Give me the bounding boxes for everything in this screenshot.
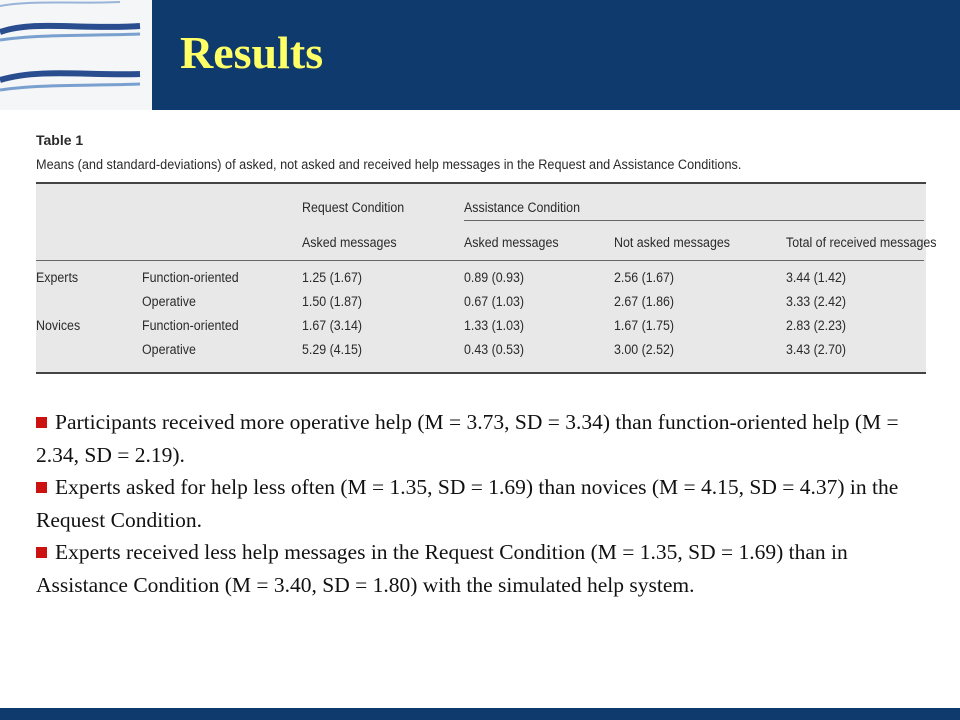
row-type-label: Function-oriented	[142, 270, 239, 285]
column-header: Total of received messages	[786, 235, 937, 250]
footer-bar	[0, 708, 960, 720]
table-cell: 5.29 (4.15)	[302, 342, 363, 357]
row-group-label: Experts	[36, 270, 79, 285]
table-cell: 0.43 (0.53)	[464, 342, 525, 357]
table-cell: 1.25 (1.67)	[302, 270, 363, 285]
group-header-rule	[464, 220, 924, 221]
group-header-request: Request Condition	[302, 200, 405, 215]
table-cell: 2.83 (2.23)	[786, 318, 847, 333]
bullet-item	[36, 536, 916, 601]
bullet-item	[36, 471, 916, 536]
table-cell: 2.56 (1.67)	[614, 270, 675, 285]
bullet-list	[36, 406, 916, 602]
table-cell: 0.89 (0.93)	[464, 270, 525, 285]
bullet-square-icon	[36, 482, 47, 493]
row-type-label: Operative	[142, 342, 196, 357]
bullet-square-icon	[36, 547, 47, 558]
group-header-assistance: Assistance Condition	[464, 200, 580, 215]
slide-header	[0, 0, 960, 110]
table-cell: 3.33 (2.42)	[786, 294, 847, 309]
table-cell: 1.67 (1.75)	[614, 318, 675, 333]
table-cell: 3.00 (2.52)	[614, 342, 675, 357]
table-cell: 1.67 (3.14)	[302, 318, 363, 333]
table-cell: 3.44 (1.42)	[786, 270, 847, 285]
table-cell: 3.43 (2.70)	[786, 342, 847, 357]
row-group-label: Novices	[36, 318, 81, 333]
bullet-text: Experts received less help messages in the Request Condition (M = 1.35, SD = 1.69) than in Assistance Condition (M = 3.40, SD = 1.80) with the simulated help system.	[36, 540, 848, 597]
bullet-text: Experts asked for help less often (M = 1.35, SD = 1.69) than novices (M = 4.15, SD = 4.37) in the Request Condition.	[36, 475, 899, 532]
table-cell: 1.33 (1.03)	[464, 318, 525, 333]
logo-icon	[0, 0, 152, 110]
bullet-item	[36, 406, 916, 471]
bullet-square-icon	[36, 417, 47, 428]
table-cell: 1.50 (1.87)	[302, 294, 363, 309]
column-header: Not asked messages	[614, 235, 730, 250]
slide-title: Results	[180, 27, 324, 78]
table-description: Means (and standard-deviations) of asked, not asked and received help messages in the Request and Assistance Conditions.	[36, 157, 742, 172]
header-rule	[36, 260, 924, 261]
results-table	[36, 182, 937, 374]
table-caption: Table 1	[36, 132, 84, 148]
table-cell: 2.67 (1.86)	[614, 294, 675, 309]
column-header: Asked messages	[464, 235, 559, 250]
table-cell: 0.67 (1.03)	[464, 294, 525, 309]
row-type-label: Operative	[142, 294, 196, 309]
bullet-text: Participants received more operative help (M = 3.73, SD = 3.34) than function-oriented help (M = 2.34, SD = 2.19).	[36, 410, 899, 467]
column-header: Asked messages	[302, 235, 397, 250]
row-type-label: Function-oriented	[142, 318, 239, 333]
